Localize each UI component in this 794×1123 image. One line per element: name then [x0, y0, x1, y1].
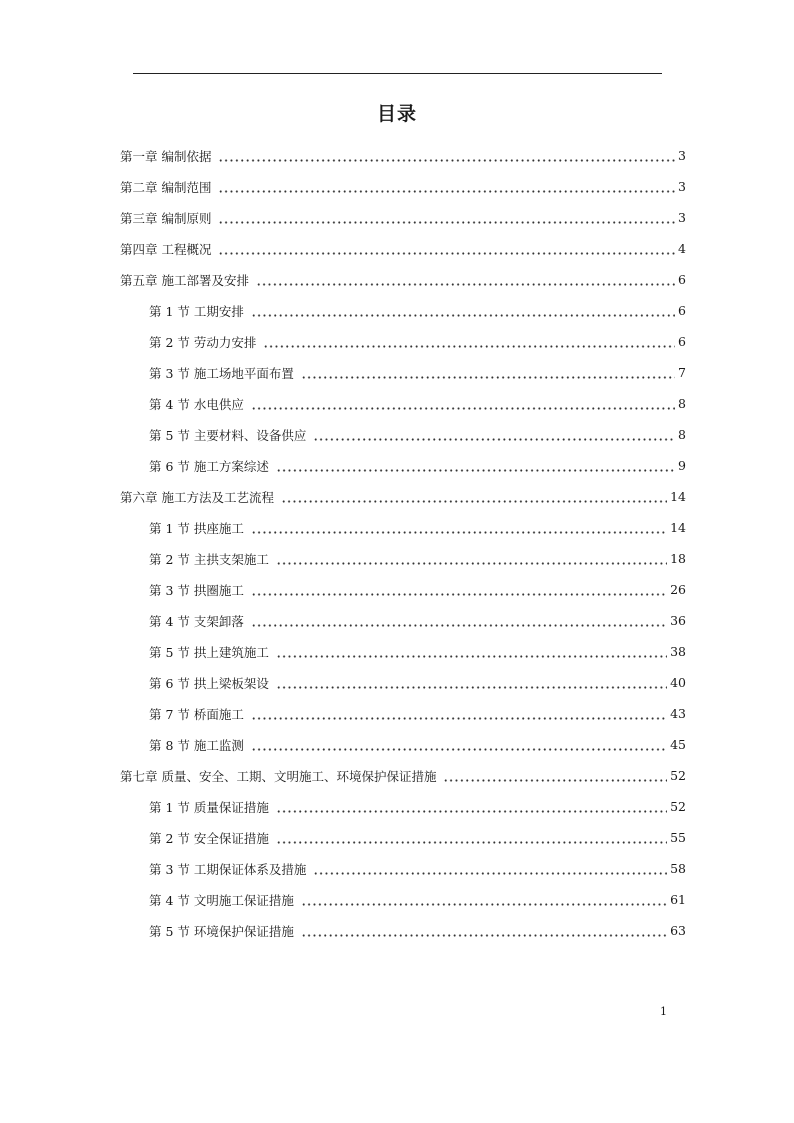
toc-entry-label: 第 2 节 安全保证措施: [149, 830, 269, 846]
toc-entry-page: 61: [670, 892, 686, 907]
toc-section-entry[interactable]: [120, 853, 686, 884]
toc-dot-leader: [301, 903, 667, 906]
toc-entry-label: 第六章 施工方法及工艺流程: [120, 489, 274, 505]
toc-entry-page: 14: [670, 489, 686, 504]
toc-entry-page: 6: [678, 334, 686, 349]
toc-entry-label: 第 1 节 拱座施工: [149, 520, 244, 536]
toc-section-entry[interactable]: [120, 419, 686, 450]
toc-entry-label: 第四章 工程概况: [120, 241, 212, 257]
toc-chapter-entry[interactable]: [120, 264, 686, 295]
page-title: 目录: [376, 103, 417, 125]
toc-entry-page: 14: [670, 520, 686, 535]
toc-section-entry[interactable]: [120, 388, 686, 419]
toc-section-entry[interactable]: [120, 450, 686, 481]
toc-entry-label: 第 1 节 工期安排: [149, 303, 244, 319]
toc-dot-leader: [218, 159, 675, 162]
toc-entry-page: 26: [670, 582, 686, 597]
toc-chapter-entry[interactable]: [120, 140, 686, 171]
toc-entry-label: 第 6 节 拱上梁板架设: [149, 675, 269, 691]
toc-dot-leader: [251, 407, 675, 410]
toc-dot-leader: [251, 624, 667, 627]
page-number: 1: [660, 1005, 667, 1018]
toc-entry-label: 第二章 编制范围: [120, 179, 212, 195]
toc-entry-label: 第 7 节 桥面施工: [149, 706, 244, 722]
toc-section-entry[interactable]: [120, 667, 686, 698]
toc-entry-label: 第 4 节 水电供应: [149, 396, 244, 412]
toc-dot-leader: [301, 934, 667, 937]
toc-dot-leader: [276, 655, 667, 658]
toc-entry-page: 7: [678, 365, 686, 380]
toc-section-entry[interactable]: [120, 543, 686, 574]
toc-dot-leader: [276, 562, 667, 565]
toc-entry-label: 第 6 节 施工方案综述: [149, 458, 269, 474]
toc-chapter-entry[interactable]: [120, 233, 686, 264]
toc-dot-leader: [276, 469, 675, 472]
toc-entry-label: 第 3 节 施工场地平面布置: [149, 365, 294, 381]
toc-dot-leader: [218, 190, 675, 193]
toc-entry-page: 6: [678, 303, 686, 318]
toc-dot-leader: [276, 810, 667, 813]
toc-dot-leader: [251, 314, 675, 317]
toc-entry-label: 第 5 节 主要材料、设备供应: [149, 427, 307, 443]
toc-entry-label: 第 3 节 工期保证体系及措施: [149, 861, 307, 877]
toc-section-entry[interactable]: [120, 884, 686, 915]
toc-section-entry[interactable]: [120, 574, 686, 605]
toc-entry-page: 58: [670, 861, 686, 876]
toc-dot-leader: [313, 438, 675, 441]
toc-entry-label: 第 3 节 拱圈施工: [149, 582, 244, 598]
toc-entry-page: 8: [678, 396, 686, 411]
toc-chapter-entry[interactable]: [120, 760, 686, 791]
toc-entry-label: 第三章 编制原则: [120, 210, 212, 226]
toc-entry-page: 6: [678, 272, 686, 287]
toc-entry-page: 8: [678, 427, 686, 442]
toc-section-entry[interactable]: [120, 915, 686, 946]
toc-entry-page: 3: [678, 179, 686, 194]
toc-entry-page: 52: [670, 768, 686, 783]
toc-entry-page: 43: [670, 706, 686, 721]
toc-chapter-entry[interactable]: [120, 171, 686, 202]
toc-dot-leader: [276, 686, 667, 689]
toc-dot-leader: [218, 221, 675, 224]
toc-section-entry[interactable]: [120, 822, 686, 853]
toc-dot-leader: [251, 748, 667, 751]
toc-dot-leader: [218, 252, 675, 255]
toc-entry-page: 3: [678, 210, 686, 225]
toc-dot-leader: [281, 500, 667, 503]
toc-section-entry[interactable]: [120, 791, 686, 822]
toc-dot-leader: [263, 345, 675, 348]
toc-dot-leader: [301, 376, 675, 379]
toc-dot-leader: [313, 872, 667, 875]
toc-entry-label: 第 5 节 环境保护保证措施: [149, 923, 294, 939]
toc-section-entry[interactable]: [120, 357, 686, 388]
toc-entry-label: 第五章 施工部署及安排: [120, 272, 249, 288]
toc-entry-page: 55: [670, 830, 686, 845]
toc-section-entry[interactable]: [120, 636, 686, 667]
toc-entry-label: 第一章 编制依据: [120, 148, 212, 164]
toc-dot-leader: [251, 717, 667, 720]
toc-dot-leader: [251, 531, 667, 534]
toc-section-entry[interactable]: [120, 605, 686, 636]
table-of-contents: [120, 140, 686, 946]
toc-entry-label: 第 4 节 支架卸落: [149, 613, 244, 629]
toc-dot-leader: [443, 779, 667, 782]
toc-entry-page: 36: [670, 613, 686, 628]
toc-entry-page: 18: [670, 551, 686, 566]
toc-section-entry[interactable]: [120, 512, 686, 543]
toc-entry-label: 第 2 节 劳动力安排: [149, 334, 257, 350]
toc-entry-label: 第 2 节 主拱支架施工: [149, 551, 269, 567]
toc-dot-leader: [256, 283, 675, 286]
toc-section-entry[interactable]: [120, 698, 686, 729]
toc-entry-page: 4: [678, 241, 686, 256]
toc-entry-label: 第 5 节 拱上建筑施工: [149, 644, 269, 660]
toc-chapter-entry[interactable]: [120, 202, 686, 233]
toc-dot-leader: [251, 593, 667, 596]
toc-section-entry[interactable]: [120, 326, 686, 357]
toc-entry-page: 9: [678, 458, 686, 473]
toc-entry-label: 第七章 质量、安全、工期、文明施工、环境保护保证措施: [120, 768, 437, 784]
toc-entry-page: 40: [670, 675, 686, 690]
toc-entry-page: 63: [670, 923, 686, 938]
header-rule: [133, 73, 662, 74]
toc-section-entry[interactable]: [120, 729, 686, 760]
toc-entry-page: 45: [670, 737, 686, 752]
toc-section-entry[interactable]: [120, 295, 686, 326]
toc-chapter-entry[interactable]: [120, 481, 686, 512]
toc-entry-label: 第 1 节 质量保证措施: [149, 799, 269, 815]
toc-entry-page: 52: [670, 799, 686, 814]
toc-entry-page: 38: [670, 644, 686, 659]
toc-dot-leader: [276, 841, 667, 844]
toc-entry-page: 3: [678, 148, 686, 163]
toc-entry-label: 第 8 节 施工监测: [149, 737, 244, 753]
toc-entry-label: 第 4 节 文明施工保证措施: [149, 892, 294, 908]
